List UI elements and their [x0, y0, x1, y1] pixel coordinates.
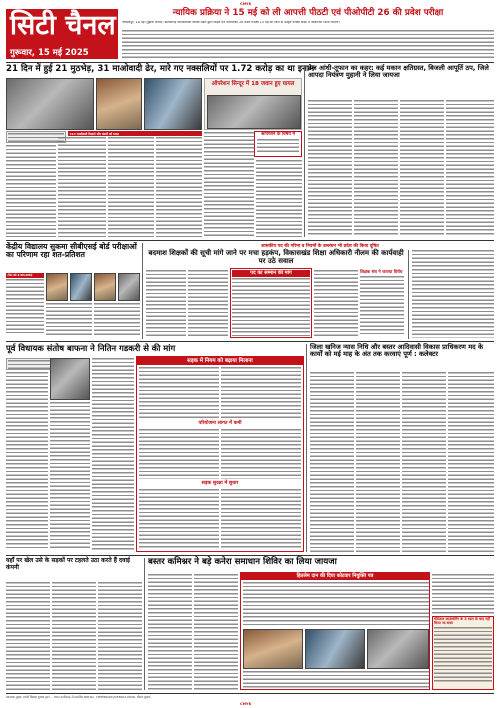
a1-photo-right	[144, 78, 202, 130]
a4-red-box	[230, 268, 312, 338]
a5-col1	[6, 372, 48, 550]
a1-col3	[108, 137, 154, 237]
a1-col2	[58, 137, 106, 237]
divider-v	[304, 65, 305, 237]
a8-photo-1	[243, 629, 303, 669]
masthead-block	[6, 9, 118, 59]
a1-caption-text	[7, 132, 65, 143]
a7-headline: यहाँ पर खेल उसे के सड़कों पर टहलते उठा करते हैं दवाई कंपनी	[6, 557, 130, 571]
divider	[6, 240, 494, 241]
a1-col4	[156, 137, 202, 237]
divider	[6, 555, 494, 556]
a2-col3	[400, 100, 444, 235]
footer-imprint: प्रकाशक मुद्रक: स्वामी प्रियंका शुक्ला द्वारा ... बस्तर छत्तीसगढ़ से प्रकाशित RNI No. CHHHIN/2013/56064 संपादक: शीतल शुक्ला	[6, 695, 151, 699]
divider-v	[144, 558, 145, 690]
a6-col3	[402, 372, 446, 552]
a4-headline: बदमाश शिक्षकों की सूची मांगे जाने पर मचा हड़कंप, विकासखंड शिक्षा अधिकारी नीलम की कार्यवाही पर उठे सवाल	[148, 249, 404, 265]
a8-headline: बस्तर कमिश्नर ने बड़े कनेरा समाधान शिविर का लिया जायजा	[148, 557, 337, 567]
a3-col1	[6, 273, 44, 337]
divider	[6, 62, 494, 63]
a1-photo-left	[6, 78, 94, 130]
cmyk-mark-top: CMYK	[240, 2, 252, 6]
a5-sub1: परियोजना लागत में कमी	[198, 421, 242, 426]
a8-box-bar: हितलेम दान की दिया कोटवार नियुक्ति पत्र	[241, 573, 429, 580]
lead-story	[122, 9, 494, 59]
a1-ops-heading: ऑपरेशन सिन्दूर में 18 जवान हुए घायल	[211, 81, 295, 87]
a4-col4	[314, 270, 358, 338]
a1-photo-mid	[96, 78, 142, 130]
a1-ops-photo	[207, 95, 301, 129]
divider-v	[306, 344, 307, 552]
a8-photo-2	[305, 629, 365, 669]
a2-headline: तेज आंधी-तूफान का कहर: कई मकान क्षतिग्रस्त, बिजली आपूर्ति ठप, जिले आपदा नियंत्रण मुहानी ने लिया जायजा	[308, 64, 489, 80]
a5-col2	[50, 402, 90, 550]
a4-side-heading: शिक्षक संघ ने जताया विरोध	[360, 269, 403, 274]
a1-ops-box	[204, 78, 302, 130]
newspaper-title: सिटी चैनल	[10, 10, 116, 41]
divider-v	[142, 243, 143, 339]
a8-boxed	[240, 572, 430, 690]
a1-headline: 21 दिन में हुई 21 मुठभेड़, 31 माओवादी ढेर, मारे गए नक्सलियों पर 1.72 करोड़ का था इनाम	[6, 64, 315, 74]
a4-col2	[188, 270, 228, 338]
a2-col2	[354, 100, 398, 235]
a5-headline: पूर्व विधायक संतोष बाफना ने नितिन गडकरी से की मांग	[6, 343, 176, 353]
a3-col3	[94, 303, 140, 337]
student-photo-2	[70, 273, 92, 301]
a3-toppers-label: टॉपर बने 8 छात्र-छात्राएं	[6, 273, 44, 278]
a7-col1	[6, 582, 50, 690]
right-column-top	[412, 250, 494, 338]
a6-headline: जिला खनिज न्यास निधि और बस्तर आदिवासी विकास प्राधिकरण मद के कार्यों को मई माह के अंत तक करवाएं पूर्ण : कलेक्टर	[310, 343, 484, 359]
a6-col4	[448, 372, 494, 552]
lead-headline: न्यायिक प्रक्रिया ने 15 मई को ली आपत्ती पीठटी एवं पीओपीटी 26 की प्रवेश परीक्षा	[172, 8, 444, 18]
a1-caption-box	[6, 131, 66, 143]
a4-red-box-title: पद का सम्मान की मांग	[232, 270, 310, 277]
divider	[6, 693, 494, 694]
a1-col1	[6, 145, 56, 237]
a1-col5	[204, 132, 254, 237]
a8-col-right	[432, 574, 494, 614]
student-photo-1	[46, 273, 68, 301]
a7-col2	[52, 582, 96, 690]
a7-col3	[98, 582, 142, 690]
a5-sub2: सड़क सुरक्षा में सुधार	[201, 481, 239, 486]
a5-boxed	[136, 356, 304, 552]
a1-col6	[256, 160, 302, 237]
a1-inset-heading: ऑपरेशन के विषय में	[260, 132, 296, 137]
a8-photo-3	[367, 629, 429, 669]
a4-col5	[360, 270, 404, 338]
a5-note-box	[6, 358, 56, 370]
student-photo-4	[118, 273, 140, 301]
a2-col1	[308, 100, 352, 235]
a5-box-bar: सड़क में नियम को बढ़ाया मिलाना	[137, 357, 303, 365]
a1-side-box: 214 माओवादी ठिकाने और बंकरों को ध्वस्त	[68, 131, 202, 136]
student-photo-3	[94, 273, 116, 301]
a8-col2	[194, 574, 238, 690]
side-quote-box	[432, 616, 494, 690]
a4-col1	[146, 270, 186, 338]
side-quote-heading: मेडिकल काउंसलिंग के 3 साल के बाद नहीं किया जा सका	[434, 617, 490, 625]
a2-col4	[446, 100, 494, 235]
a1-inset-box	[254, 131, 302, 157]
a6-col1	[310, 372, 354, 552]
issue-date: गुरूवार, 15 मई 2025	[10, 48, 89, 58]
cmyk-mark-bottom: CMYK	[240, 702, 252, 706]
divider-v	[408, 250, 409, 339]
a3-headline: केंद्रीय विद्यालय सुकमा सीबीएसई बोर्ड परीक्षाओं का परिणाम रहा शत-प्रतिशत	[6, 242, 137, 260]
politician-photo	[50, 358, 90, 400]
a3-subhead: शासकीय पद की गरिमा व नियमों के उल्लंघन भी प्रदेश की किया दूषित	[261, 244, 379, 249]
divider	[6, 341, 494, 342]
a6-col2	[356, 372, 400, 552]
a8-col1	[148, 574, 192, 690]
lead-body-text	[122, 30, 494, 58]
lead-intro: जगदलपुर, 14 मई (गुड़ीके चैनल)। छत्तीसगढ़ व्यावसायिक परीक्षा मंडल द्वारा पीईटी एवं पीएनटीसी 26 प्रवेश परीक्षा 15 मई को जिले के उत्कृष्ट परीक्षा केन्द्रों में आयोजित किया जाएगा।	[122, 20, 340, 24]
a3-col2	[46, 303, 92, 337]
a5-col3	[92, 358, 134, 550]
